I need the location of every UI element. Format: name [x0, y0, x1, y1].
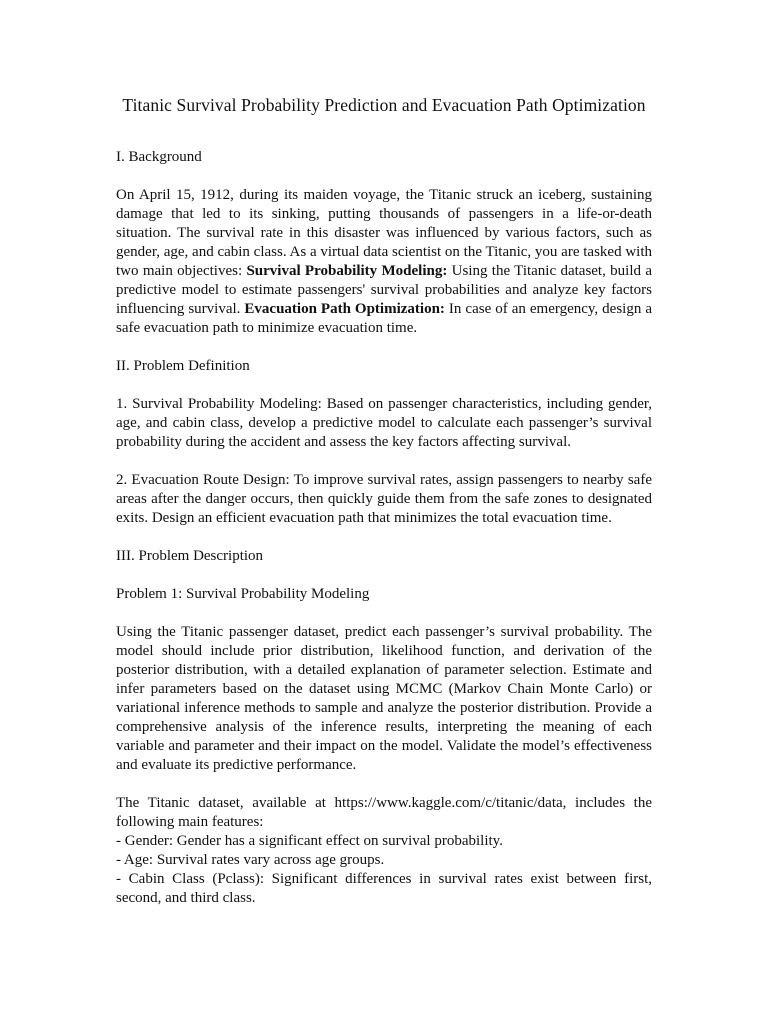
document-title: Titanic Survival Probability Prediction and Evacuation Path Optimization [122, 95, 646, 115]
background-paragraph [116, 186, 652, 338]
objective-1-text: Using the Titanic dataset, build a predictive model to estimate passengers' survival probabilities and analyze key factors influencing survival. [116, 263, 652, 317]
definition-item-2: 2. Evacuation Route Design: To improve survival rates, assign passengers to nearby safe areas after the danger occurs, then quickly guide them from the safe zones to designated exits. Design an efficient evacuation path that minimizes the total evacuation time. [116, 472, 652, 526]
section-heading-background: I. Background [116, 149, 202, 165]
section-heading-description: III. Problem Description [116, 548, 264, 564]
problem-1-paragraph: Using the Titanic passenger dataset, predict each passenger’s survival probability. The model should include prior distribution, likelihood function, and derivation of the posterior distribution, with a detailed explanation of parameter selection. Estimate and infer parameters based on the dataset using MCMC (Markov Chain Monte Carlo) or variational inference methods to sample and analyze the posterior distribution. Provide a comprehensive analysis of the inference results, interpreting the meaning of each variable and parameter and their impact on the model. Validate the model’s effectiveness and evaluate its predictive performance. [116, 624, 652, 773]
problem-1-heading: Problem 1: Survival Probability Modeling [116, 586, 370, 602]
feature-item: - Age: Survival rates vary across age groups. [116, 852, 385, 868]
background-text-start: On April 15, 1912, during its maiden voyage, the Titanic struck an iceberg, sustaining damage that led to its sinking, putting thousands of passengers in a life-or-death situation. The survival rate in this disaster was influenced by various factors, such as gender, age, and cabin class. As a virtual data scientist on the Titanic, you are tasked with two main objectives: [116, 187, 652, 279]
objective-2-text: In case of an emergency, design a safe evacuation path to minimize evacuation time. [116, 301, 653, 336]
dataset-intro-text: The Titanic dataset, available at https://www.kaggle.com/c/titanic/data, includes the following main features: [116, 795, 652, 830]
objective-1-label: Survival Probability Modeling: [246, 263, 448, 279]
definition-item-1: 1. Survival Probability Modeling: Based on passenger characteristics, including gender, age, and cabin class, develop a predictive model to calculate each passenger’s survival probability during the accident and assess the key factors affecting survival. [116, 396, 652, 450]
feature-item: - Cabin Class (Pclass): Significant differences in survival rates exist between first, second, and third class. [116, 871, 652, 906]
section-heading-definition: II. Problem Definition [116, 358, 250, 374]
objective-2-label: Evacuation Path Optimization: [244, 301, 445, 317]
feature-item: - Gender: Gender has a significant effect on survival probability. [116, 833, 503, 849]
dataset-intro [116, 794, 652, 832]
